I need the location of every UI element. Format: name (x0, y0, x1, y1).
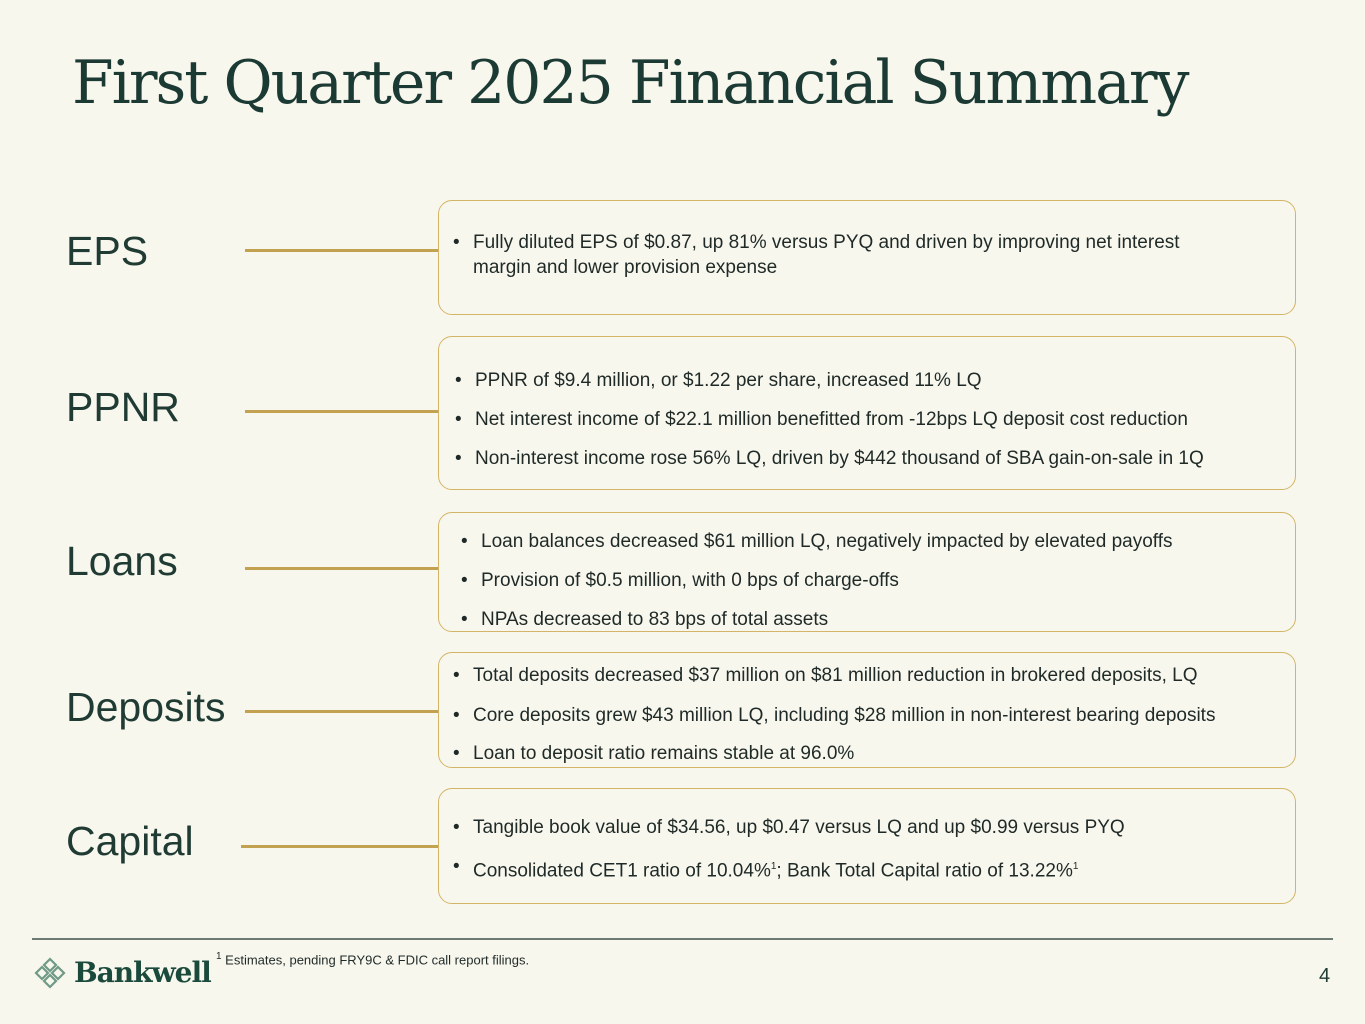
footnote (216, 951, 529, 967)
bullet-item: • Net interest income of $22.1 million benefitted from -12bps LQ deposit cost reduction (455, 407, 1289, 432)
section-label-eps: EPS (66, 228, 149, 274)
bullet-item: • Provision of $0.5 million, with 0 bps of charge-offs (461, 568, 1289, 593)
footnote-marker: 1 (770, 861, 777, 872)
bullet-item: • Non-interest income rose 56% LQ, driven by $442 thousand of SBA gain-on-sale in 1Q (455, 446, 1289, 471)
section-label-capital: Capital (66, 818, 194, 864)
footnote-marker: 1 (1072, 861, 1079, 872)
deposits-box (438, 652, 1296, 768)
bullet-item (453, 854, 1289, 883)
section-label-loans: Loans (66, 538, 178, 584)
bankwell-logo (34, 956, 211, 989)
ppnr-box (438, 336, 1296, 490)
logo-wordmark: Bankwell (74, 956, 211, 989)
bullet-item: • Fully diluted EPS of $0.87, up 81% versus PYQ and driven by improving net interest margin and lower provision expense (453, 230, 1193, 280)
eps-box (438, 200, 1296, 315)
footnote-marker: 1 (216, 951, 222, 962)
page-title: First Quarter 2025 Financial Summary (72, 48, 1188, 118)
capital-box (438, 788, 1296, 904)
footer-divider (32, 938, 1333, 940)
connector-line-capital (241, 845, 439, 848)
connector-line-deposits (245, 710, 439, 713)
connector-line-ppnr (245, 410, 439, 413)
bullet-item: • PPNR of $9.4 million, or $1.22 per share, increased 11% LQ (455, 368, 1289, 393)
bankwell-lattice-icon (34, 957, 66, 989)
bullet-text: ; Bank Total Capital ratio of 13.22% (776, 860, 1073, 882)
bullet-item: • NPAs decreased to 83 bps of total assets (461, 607, 1289, 632)
section-label-deposits: Deposits (66, 684, 226, 730)
bullet-text: Consolidated CET1 ratio of 10.04% (473, 860, 771, 882)
loans-box (438, 512, 1296, 632)
bullet-item: • Tangible book value of $34.56, up $0.47 versus LQ and up $0.99 versus PYQ (453, 815, 1289, 840)
page-number: 4 (1319, 965, 1331, 987)
connector-line-eps (245, 249, 439, 252)
section-label-ppnr: PPNR (66, 384, 180, 430)
connector-line-loans (245, 567, 439, 570)
bullet-item: • Core deposits grew $43 million LQ, including $28 million in non-interest bearing deposits (453, 703, 1289, 728)
bullet-item: • Total deposits decreased $37 million on $81 million reduction in brokered deposits, LQ (453, 663, 1289, 688)
footnote-text: Estimates, pending FRY9C & FDIC call report filings. (221, 952, 530, 968)
bullet-item: • Loan to deposit ratio remains stable at 96.0% (453, 741, 1289, 766)
bullet-item: • Loan balances decreased $61 million LQ, negatively impacted by elevated payoffs (461, 529, 1289, 554)
